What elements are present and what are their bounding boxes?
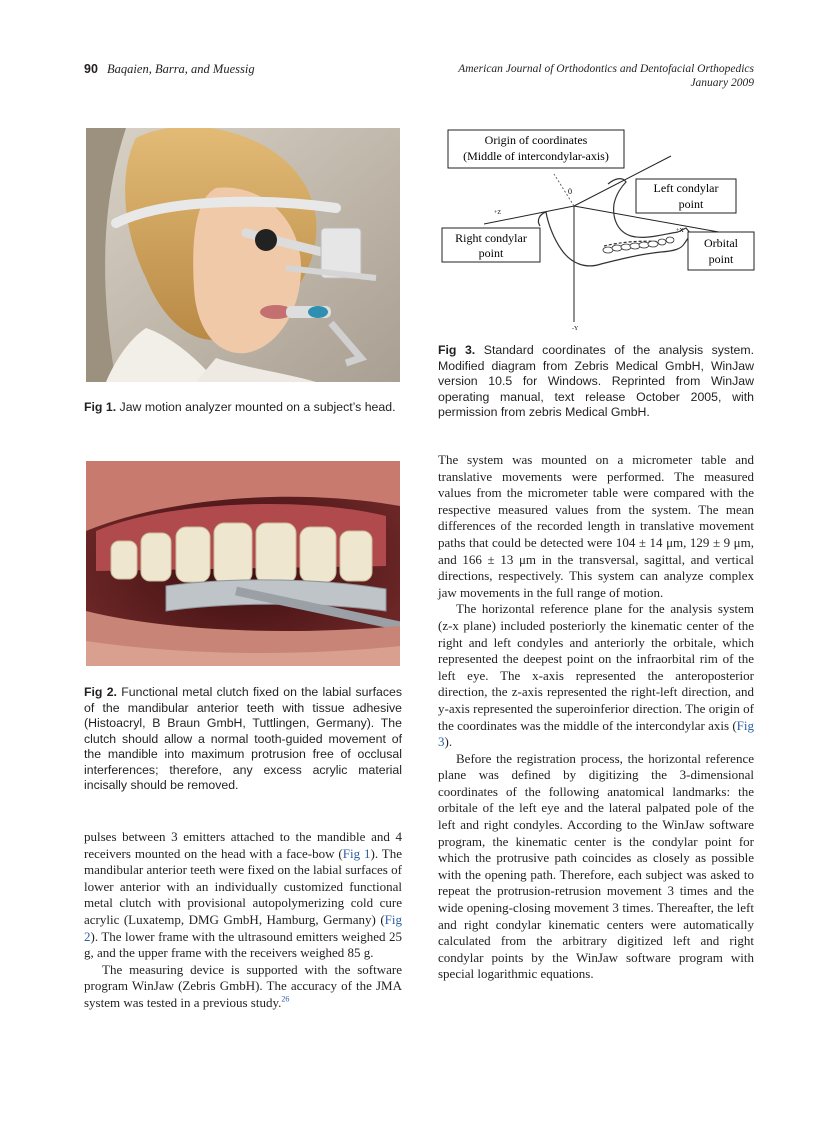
- left-condylar-line2: point: [678, 197, 704, 211]
- fig2-photo: [86, 461, 400, 666]
- y-axis-label: -Y: [572, 326, 579, 332]
- origin-mark: 0: [568, 187, 572, 196]
- fig3-caption-text: Standard coordinates of the analysis system. Modified diagram from Zebris Medical GmbH, WinJaw version 10.5 for Windows. Reprinted from WinJaw operating manual, text release October 2005, with permission from zebris Medical GmbH.: [438, 343, 754, 419]
- left-paragraph-1: [84, 829, 402, 962]
- fig2-caption-text: Functional metal clutch fixed on the labial surfaces of the mandibular anterior teeth with tissue adhesive (Histoacryl, B Braun GmbH, Tuttlingen, Germany). The clutch should allow a normal tooth-guided movement of the mandible into maximum protrusion free of occlusal interferences; therefore, any excess acrylic material incisally should be removed.: [84, 685, 402, 792]
- header-issue: January 2009: [690, 77, 754, 89]
- teeth-sketch: [603, 237, 674, 253]
- fig3-caption: [438, 343, 754, 421]
- origin-label-line2: (Middle of intercondylar-axis): [463, 149, 609, 163]
- fig2-label: Fig 2.: [84, 685, 117, 699]
- fig1-photo: [86, 128, 400, 382]
- fig3-diagram: [436, 124, 756, 334]
- fig1-label: Fig 1.: [84, 400, 117, 414]
- left-column-text: [84, 829, 402, 1012]
- right-p2-part-a: The horizontal reference plane for the analysis system (z-x plane) included posteriorly the kinematic center of the right and left condyles and anteriorly the orbitale, which represented the deepest point on the infraorbital rim of the left eye. The x-axis represented the anteroposterior direction, the z-axis represented the right-left direction, and y-axis represented the superoinferior direction. The origin of the coordinates was the middle of the intercondylar axis (: [438, 601, 754, 733]
- header-journal: American Journal of Orthodontics and Dentofacial Orthopedics: [458, 63, 754, 75]
- origin-label-line1: Origin of coordinates: [484, 133, 588, 147]
- right-p2-part-b: ).: [444, 734, 453, 750]
- x-axis-label: +X: [676, 228, 684, 234]
- fig2-caption: [84, 685, 402, 794]
- left-p1-part-c: ). The lower frame with the ultrasound emitters weighed 25 g, and the upper frame with the receivers weighed 85 g.: [84, 928, 402, 961]
- fig1-reference-link[interactable]: Fig 1: [342, 845, 371, 861]
- right-column-text: [438, 452, 754, 983]
- fig3-label: Fig 3.: [438, 343, 476, 357]
- right-paragraph-3: Before the registration process, the horizontal reference plane was defined by digitizing the 3-dimensional coordinates of the following anatomical landmarks: the orbitale of the left eye and the lateral palpated pole of the left and right condyles. According to the WinJaw software program, the kinematic center is the condylar point for which the protrusive path coincides as closely as possible with the opening path. Therefore, each subject was asked to repeat the protrusion-retrusion movement 3 times and the wide opening-closing movement 3 times. Thereafter, the left and right condylar kinematic centers were automatically calculated from the arbitrary digitized left and right condylar points by the WinJaw software program with special logarithmic equations.: [438, 750, 754, 982]
- right-condylar-line2: point: [478, 246, 504, 260]
- reference-26-link[interactable]: 26: [281, 994, 290, 1004]
- right-condylar-line1: Right condylar: [455, 231, 527, 245]
- fig3-reference-link[interactable]: Fig 3: [438, 717, 754, 750]
- running-header-right: [458, 62, 754, 90]
- right-paragraph-1: The system was mounted on a micrometer table and translative movements were performed. The measured values from the micrometer table were compared with the respective measured values from the system. The mean differences of the recorded length in translative movement paths that could be detected were 104 ± 14 μm, 129 ± 9 μm, and 166 ± 13 μm in the transversal, sagittal, and vertical directions, respectively. This system can analyze complex jaw movements in the full range of motion.: [438, 452, 754, 600]
- left-paragraph-2: [84, 962, 402, 1012]
- z-axis-label: +Z: [494, 210, 502, 216]
- fig1-caption: [84, 400, 402, 416]
- left-p2-text: The measuring device is supported with the software program WinJaw (Zebris GmbH). The accuracy of the JMA system was tested in a previous study.: [84, 961, 402, 1010]
- fig1-caption-text: Jaw motion analyzer mounted on a subject’s head.: [119, 400, 396, 414]
- page-number: 90: [84, 62, 98, 76]
- orbital-line2: point: [708, 252, 734, 266]
- fig2-reference-link[interactable]: Fig 2: [84, 911, 402, 944]
- left-p1-part-a: pulses between 3 emitters attached to the mandible and 4 receivers mounted on the head with a face-bow (: [84, 829, 402, 861]
- left-p1-part-b: ). The mandibular anterior teeth were fixed on the labial surfaces of lower anterior with an individually customized functional metal clutch with provisional autopolymerizing cold cure acrylic (Luxatemp, DMG GmbH, Hamburg, Germany) (: [84, 845, 402, 927]
- running-header-left: [84, 62, 255, 77]
- right-paragraph-2: [438, 601, 754, 750]
- header-authors: Baqaien, Barra, and Muessig: [107, 62, 255, 76]
- orbital-line1: Orbital: [704, 236, 738, 250]
- left-condylar-line1: Left condylar: [653, 181, 719, 195]
